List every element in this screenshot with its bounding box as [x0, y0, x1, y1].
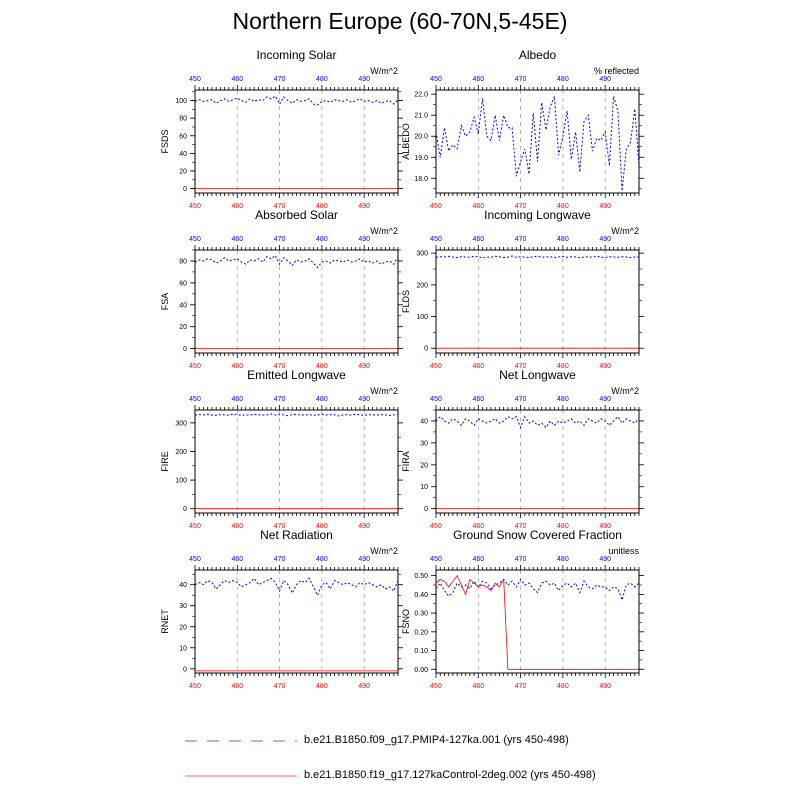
- y-tick-label: 0.10: [414, 648, 428, 656]
- y-tick-label: 0: [424, 345, 428, 353]
- series-line-pmip4: [436, 417, 639, 428]
- x-tick-label-top: 450: [430, 556, 442, 563]
- x-tick-label-bottom: 490: [358, 683, 371, 690]
- x-tick-label-top: 490: [358, 396, 371, 403]
- y-tick-label: 22.0: [414, 91, 428, 99]
- x-tick-label-top: 480: [316, 556, 328, 563]
- plot-frame: [436, 410, 639, 513]
- y-tick-label: 0.30: [414, 610, 428, 618]
- y-tick-label: 60: [179, 133, 187, 141]
- x-tick-label-top: 490: [599, 556, 612, 563]
- y-tick-label: 100: [175, 477, 187, 485]
- x-tick-label-top: 460: [231, 396, 244, 403]
- x-tick-label-top: 460: [472, 76, 485, 83]
- y-tick-label: 40: [179, 150, 187, 158]
- x-tick-label-top: 460: [472, 236, 485, 243]
- x-tick-label-bottom: 470: [514, 203, 527, 210]
- series-line-pmip4: [195, 578, 398, 595]
- x-tick-label-bottom: 480: [316, 683, 328, 690]
- y-tick-label: 21.0: [414, 112, 428, 120]
- y-axis-label: FSNO: [401, 608, 411, 635]
- series-line-pmip4: [436, 579, 639, 600]
- y-tick-label: 20: [179, 624, 187, 632]
- panel-title: Incoming Longwave: [484, 208, 591, 222]
- x-tick-label-bottom: 470: [273, 363, 286, 370]
- x-tick-label-top: 450: [430, 76, 442, 83]
- x-tick-label-top: 490: [358, 76, 371, 83]
- x-tick-label-bottom: 490: [599, 683, 612, 690]
- x-tick-label-top: 460: [231, 236, 244, 243]
- x-tick-label-bottom: 460: [472, 683, 485, 690]
- x-tick-label-bottom: 480: [316, 203, 328, 210]
- y-axis-label: RNET: [160, 609, 170, 634]
- panel-title: Absorbed Solar: [255, 208, 338, 222]
- chart-panel-2: [401, 48, 644, 210]
- x-tick-label-bottom: 450: [189, 523, 201, 530]
- y-axis-label: FIRE: [160, 451, 170, 472]
- x-tick-label-top: 470: [514, 556, 527, 563]
- x-tick-label-top: 450: [430, 236, 442, 243]
- series-line-pmip4: [195, 256, 398, 268]
- y-tick-label: 0.50: [414, 573, 428, 581]
- x-tick-label-top: 470: [514, 236, 527, 243]
- y-axis-label: FIRA: [401, 451, 411, 472]
- y-tick-label: 40: [420, 418, 428, 426]
- y-tick-label: 300: [175, 420, 187, 428]
- x-tick-label-bottom: 480: [557, 523, 569, 530]
- y-tick-label: 0: [183, 666, 187, 674]
- x-tick-label-bottom: 460: [472, 203, 485, 210]
- x-tick-label-top: 460: [231, 76, 244, 83]
- x-tick-label-top: 460: [231, 556, 244, 563]
- series-line-pmip4: [436, 256, 639, 258]
- panel-title: Emitted Longwave: [247, 368, 346, 382]
- legend-label-2: b.e21.B1850.f19_g17.127kaControl-2deg.002 (yrs 450-498): [304, 769, 596, 781]
- x-tick-label-bottom: 460: [231, 203, 244, 210]
- x-tick-label-bottom: 460: [231, 523, 244, 530]
- x-tick-label-bottom: 490: [599, 203, 612, 210]
- x-tick-label-top: 480: [316, 236, 328, 243]
- x-tick-label-top: 490: [358, 556, 371, 563]
- panel-units: unitless: [608, 546, 639, 556]
- x-tick-label-top: 480: [557, 76, 569, 83]
- x-tick-label-bottom: 480: [316, 363, 328, 370]
- chart-panel-6: [401, 368, 644, 530]
- x-tick-label-bottom: 470: [273, 523, 286, 530]
- x-tick-label-bottom: 490: [358, 203, 371, 210]
- y-tick-label: 60: [179, 280, 187, 288]
- plot-frame: [195, 570, 398, 673]
- x-tick-label-bottom: 460: [472, 523, 485, 530]
- panel-units: % reflected: [593, 66, 639, 76]
- x-tick-label-bottom: 490: [358, 363, 371, 370]
- x-tick-label-bottom: 480: [557, 203, 569, 210]
- plot-frame: [436, 250, 639, 353]
- y-tick-label: 0: [183, 346, 187, 354]
- x-tick-label-bottom: 470: [514, 363, 527, 370]
- y-axis-label: FSDS: [160, 129, 170, 154]
- x-tick-label-bottom: 490: [358, 523, 371, 530]
- chart-panel-5: [160, 368, 403, 530]
- panel-units: W/m^2: [370, 226, 398, 236]
- y-tick-label: 40: [179, 582, 187, 590]
- y-tick-label: 10: [420, 484, 428, 492]
- x-tick-label-bottom: 480: [316, 523, 328, 530]
- x-tick-label-top: 450: [430, 396, 442, 403]
- x-tick-label-top: 490: [358, 236, 371, 243]
- y-axis-label: FSA: [160, 292, 170, 311]
- y-tick-label: 0: [424, 506, 428, 514]
- y-tick-label: 20.0: [414, 133, 428, 141]
- x-tick-label-bottom: 450: [189, 203, 201, 210]
- x-tick-label-bottom: 450: [430, 363, 442, 370]
- y-tick-label: 20: [420, 462, 428, 470]
- x-tick-label-top: 450: [189, 76, 201, 83]
- x-tick-label-bottom: 460: [231, 683, 244, 690]
- y-tick-label: 20: [179, 324, 187, 332]
- chart-panel-7: [160, 528, 403, 690]
- panel-units: W/m^2: [611, 226, 639, 236]
- chart-panel-8: [401, 528, 644, 690]
- y-tick-label: 30: [179, 603, 187, 611]
- legend-label-1: b.e21.B1850.f09_g17.PMIP4-127ka.001 (yrs 450-498): [304, 734, 569, 746]
- series-line-control: [436, 576, 639, 670]
- series-line-pmip4: [436, 96, 639, 191]
- y-tick-label: 0.00: [414, 666, 428, 674]
- x-tick-label-top: 450: [189, 556, 201, 563]
- x-tick-label-top: 490: [599, 76, 612, 83]
- panel-title: Net Longwave: [499, 368, 576, 382]
- panel-units: W/m^2: [370, 546, 398, 556]
- y-tick-label: 20: [179, 168, 187, 176]
- x-tick-label-top: 470: [514, 76, 527, 83]
- x-tick-label-top: 460: [472, 396, 485, 403]
- x-tick-label-bottom: 490: [599, 523, 612, 530]
- y-tick-label: 10: [179, 645, 187, 653]
- y-axis-label: FLDS: [401, 289, 411, 314]
- x-tick-label-top: 480: [557, 396, 569, 403]
- x-tick-label-bottom: 460: [472, 363, 485, 370]
- panel-units: W/m^2: [611, 386, 639, 396]
- y-tick-label: 100: [175, 98, 187, 106]
- x-tick-label-top: 470: [273, 76, 286, 83]
- y-tick-label: 0.20: [414, 629, 428, 637]
- x-tick-label-bottom: 470: [273, 683, 286, 690]
- x-tick-label-top: 470: [514, 396, 527, 403]
- x-tick-label-top: 480: [316, 396, 328, 403]
- y-tick-label: 0.40: [414, 591, 428, 599]
- y-tick-label: 0: [183, 186, 187, 194]
- x-tick-label-bottom: 460: [231, 363, 244, 370]
- y-tick-label: 100: [416, 314, 428, 322]
- y-tick-label: 300: [416, 250, 428, 258]
- x-tick-label-top: 470: [273, 556, 286, 563]
- chart-panel-1: [160, 48, 403, 210]
- x-tick-label-bottom: 450: [430, 203, 442, 210]
- x-tick-label-top: 470: [273, 236, 286, 243]
- x-tick-label-bottom: 470: [514, 683, 527, 690]
- panel-units: W/m^2: [370, 66, 398, 76]
- plot-frame: [195, 410, 398, 513]
- y-tick-label: 40: [179, 302, 187, 310]
- x-tick-label-bottom: 480: [557, 683, 569, 690]
- panel-title: Ground Snow Covered Fraction: [453, 528, 622, 542]
- x-tick-label-bottom: 480: [557, 363, 569, 370]
- x-tick-label-bottom: 450: [430, 523, 442, 530]
- x-tick-label-top: 490: [599, 396, 612, 403]
- x-tick-label-top: 490: [599, 236, 612, 243]
- x-tick-label-top: 460: [472, 556, 485, 563]
- y-tick-label: 18.0: [414, 175, 428, 183]
- x-tick-label-top: 450: [189, 236, 201, 243]
- y-axis-label: ALBEDO: [401, 123, 411, 160]
- panel-units: W/m^2: [370, 386, 398, 396]
- x-tick-label-bottom: 450: [189, 363, 201, 370]
- y-tick-label: 200: [416, 282, 428, 290]
- x-tick-label-bottom: 470: [273, 203, 286, 210]
- x-tick-label-top: 480: [557, 556, 569, 563]
- figure-title: Northern Europe (60-70N,5-45E): [232, 8, 568, 34]
- x-tick-label-top: 480: [316, 76, 328, 83]
- chart-panel-3: [160, 208, 403, 370]
- panel-title: Albedo: [518, 48, 557, 62]
- x-tick-label-bottom: 450: [430, 683, 442, 690]
- plot-frame: [195, 90, 398, 193]
- plot-frame: [195, 250, 398, 353]
- y-tick-label: 19.0: [414, 154, 428, 162]
- chart-panel-4: [401, 208, 644, 370]
- series-line-pmip4: [195, 96, 398, 105]
- x-tick-label-top: 480: [557, 236, 569, 243]
- panel-title: Incoming Solar: [256, 48, 337, 62]
- y-tick-label: 30: [420, 440, 428, 448]
- x-tick-label-bottom: 470: [514, 523, 527, 530]
- panel-title: Net Radiation: [260, 528, 333, 542]
- x-tick-label-top: 470: [273, 396, 286, 403]
- y-tick-label: 80: [179, 258, 187, 266]
- series-line-pmip4: [195, 414, 398, 416]
- x-tick-label-top: 450: [189, 396, 201, 403]
- y-tick-label: 80: [179, 115, 187, 123]
- plot-frame: [436, 90, 639, 193]
- x-tick-label-bottom: 450: [189, 683, 201, 690]
- y-tick-label: 200: [175, 448, 187, 456]
- x-tick-label-bottom: 490: [599, 363, 612, 370]
- y-tick-label: 0: [183, 506, 187, 514]
